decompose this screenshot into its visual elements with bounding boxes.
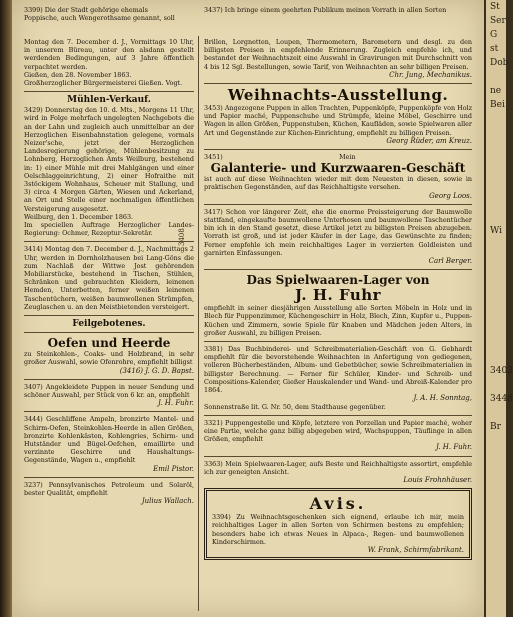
adjacent-page-fragment — [488, 350, 506, 364]
adjacent-page-fragment — [488, 112, 506, 126]
ad-optik: Brillen, Lorgnetten, Loupen, Thermometern, Barometern und desgl. zu den billigsten Preisen in empfehlende Erinnerung. Zugleich empfehle ich, und bestandet der Weihnachtszeit eine Auswahl in Gravirungen mit Durchschnitt von 4 bis 12 Sgl. Bestellungen, sowie Tarif, von Weihnachten an sehr billigen Preisen. Chr. Jung, Mechanikus. — [204, 38, 472, 79]
adjacent-page-fragment — [488, 322, 506, 336]
ad-heading: Mühlen-Verkauf. — [67, 95, 151, 106]
ad-baumwolle: 3417) Schon vor längerer Zeit, ehe die enorme Preissteigerung der Baumwolle stattfand, eingekaufte baumwollene Unterhosen und baumwollene Taschentücher bin ich in den Stand gesetzt, diese Artikel jetzt zu billigsten Preisen abzugeben. Vorrath ist groß, und ist jeder Käufer in der Lage, das Gewünschte zu finden; Ferner empfehle ich mein reichhaltiges Lager in verzierten Goldleisten und garnirten Einfassungen. Carl Berger. — [204, 207, 472, 266]
adjacent-page-fragment: Bei — [490, 100, 505, 110]
divider — [204, 269, 472, 270]
adjacent-page-fragment — [488, 336, 506, 350]
ad-pacht: Montag den 7. December d. J., Vormittags 10 Uhr, in unserem Büreau, unter den alsdann gestellt werdenden Bedingungen, auf 3 Jahre öffentlich verpachtet werden. Gießen, den 28. November 1863. Großherzoglicher Bürgermeisterei Gießen. Vogt. — [24, 38, 194, 88]
page-stamp: 3408 — [178, 228, 186, 246]
ad-galanterie-intro: 3451) Mein — [204, 153, 356, 162]
ad-petroleum: 3237) Pennsylvanisches Petroleum und Solaröl, bester Qualität, empfiehlt Julius Wallach. — [24, 480, 194, 506]
adjacent-page-fragment — [488, 252, 506, 266]
ad-buchbinderei: 3381) Das Buchbinderei- und Schreibmaterialien-Geschäft von G. Gebhardt empfiehlt für die bevorstehende Weihnachten in Anfertigung von gediegenen, volleren Bücherbeständen, Album- und Gebetbücher, sowie Schreibmaterialien in billigster Berechnung. — Ferner für Schüler, Kinder- und Schreib- und Compositions-Kalender, Gießer Hauskalender und Wand- und Abreiß-Kalender pro 1864. J. A. H. Sonntag, Sonnenstraße lit. G. Nr. 50, dem Stadthause gegenüber. — [204, 345, 472, 411]
ad-heading: Oefen und Heerde — [47, 336, 171, 351]
divider — [204, 149, 472, 150]
adjacent-page-edge — [484, 0, 513, 617]
adjacent-page-fragment: Wi — [490, 226, 502, 236]
adjacent-page-fragment: Br — [490, 422, 501, 432]
ad-avis: 3394) Zu Weihnachtsgeschenken sich eignend, erlaube ich mir, mein reichhaltiges Lager in allen Sorten von Schirmen bestens zu empfehlen; besonders habe ich etwas Neues in Alpaca-, Regen- und baumwollenen Kinderschirmen. W. Frank, Schirmfabrikant. — [212, 513, 464, 554]
adjacent-page-fragment — [488, 308, 506, 322]
adjacent-page-fragment: St — [490, 2, 500, 12]
top-left-ad — [24, 6, 194, 22]
divider — [24, 91, 194, 92]
ad-spielwaaren: empfiehlt in seiner diesjährigen Ausstellung alle Sorten Möbeln in Holz und in Blech für Puppenzimmer, Küchengeschirr in Holz, Blech, Zinn, Kupfer u., Puppen-Küchen und Zimmern, sowie Spiele für Knaben und Mädchen jeden Alters, in großer Auswahl, zu billigen Preisen. — [204, 304, 472, 337]
adjacent-page-fragment — [488, 210, 506, 224]
adjacent-page-fragment — [488, 70, 506, 84]
divider — [24, 315, 194, 316]
right-column — [204, 38, 472, 609]
adjacent-page-fragment — [488, 126, 506, 140]
divider — [204, 456, 472, 457]
adjacent-page-fragment: 3448 — [490, 394, 513, 404]
divider — [24, 477, 194, 478]
adjacent-page-fragment — [488, 448, 506, 462]
adjacent-page-fragment — [488, 462, 506, 476]
text-line: 3437) Ich bringe einem geehrten Publikum meinen Vorrath in allen Sorten — [204, 6, 447, 14]
ad-versteigerung: 3414) Montag den 7. December d. J., Nachmittags 2 Uhr, werden in Dornholzhausen bei Lang-Göns die zum Nachlaß der Wittwe Jost gehörenden Mobiliarstücke, bestehend in Tischen, Stühlen, Schränken und gebrauchten Kleidern, leinenen Hemden, Unterbetten, ferner weißen leinenen Taschentüchern, weißen baumwollenen Strümpfen, Zeuglaschen u. an den Meistbietenden versteigert. — [24, 245, 194, 311]
text-line: Poppische, auch Wengerothsame genannt, soll — [24, 14, 175, 22]
divider — [24, 241, 194, 242]
ad-heading: Galanterie- und Kurzwaaren-Geschäft — [210, 161, 466, 176]
adjacent-page-fragment: ne — [490, 86, 502, 96]
text-line: 3399) Die der Stadt gehörige ehemals — [24, 6, 148, 14]
adjacent-page-fragment: Dob — [490, 58, 509, 68]
adjacent-page-fragment: 3402 — [490, 366, 513, 376]
ad-frohnhaeuser: 3363) Mein Spielwaaren-Lager, aufs Beste und Reichhaltigste assortirt, empfehle ich zur geneigten Ansicht. Louis Frohnhäuser. — [204, 459, 472, 484]
adjacent-page-fragment — [488, 196, 506, 210]
avis-heading: Avis. — [309, 494, 367, 514]
adjacent-page-text — [486, 0, 513, 490]
adjacent-page-fragment — [488, 434, 506, 448]
column-divider — [198, 36, 199, 611]
left-column — [24, 38, 194, 609]
adjacent-page-fragment — [488, 182, 506, 196]
divider — [204, 415, 472, 416]
adjacent-page-fragment: Ser — [490, 16, 506, 26]
ad-oefen: zu Steinkohlen-, Coaks- und Holzbrand, in sehr großer Auswahl, sowie Ofenrohre, empfiehlt billigst (3416) J. G. D. Bapst. — [24, 350, 194, 375]
divider — [24, 379, 194, 380]
divider — [24, 332, 194, 333]
adjacent-page-fragment: st — [490, 44, 499, 54]
adjacent-page-fragment — [488, 378, 506, 392]
top-right-ad — [204, 6, 472, 14]
ad-ampeln: 3444) Geschliffene Ampeln, bronzirte Mantel- und Schirm-Oefen, Steinkohlen-Heerde in allen Größen, bronzirte Kohlenkästen, Kohlengries, Schirm- und Hutständer und Bügel-Oefchen, emaillirte und verzinnte Geschirre und Haushaltungs-Gegenstände, Wagen u., empfiehlt Emil Pistor. — [24, 415, 194, 473]
adjacent-page-fragment — [488, 266, 506, 280]
divider — [24, 411, 194, 412]
adjacent-page-fragment — [488, 406, 506, 420]
divider — [204, 341, 472, 342]
ad-weihnachts-ausstellung: 3453) Angezogene Puppen in allen Trachten, Puppenköpfe, Puppenköpfe von Holz und Papier maché, Puppenschuhe und Strümpfe, kleine Möbel, Geschirre und Wagen in allen Größen, Puppenstuben, Küchen, Kaufläden, sowie Spielwaren aller Art und Gegenstände zur Küchen-Einrichtung, empfiehlt zu billigen Preisen. Georg Rüder, am Kreuz. — [204, 104, 472, 145]
ad-heading-name: J. H. Fuhr — [294, 286, 382, 305]
adjacent-page-fragment — [488, 168, 506, 182]
ad-puppen: 3407) Angekleidete Puppen in neuer Sendung und schöner Auswahl, per Stück von 6 kr. an, empfiehlt J. H. Fuhr. — [24, 382, 194, 408]
adjacent-page-fragment — [488, 154, 506, 168]
adjacent-page-fragment — [488, 294, 506, 308]
ad-heading: Das Spielwaaren-Lager von — [246, 273, 430, 288]
adjacent-page-fragment — [488, 476, 506, 490]
ad-galanterie: ist auch auf diese Weihnachten wieder mit dem Neuesten in diesen, sowie in praktischen Gegenständen, auf das Reichhaltigste versehen. Georg Loos. — [204, 175, 472, 200]
ad-puppengestelle: 3321) Puppengestelle und Köpfe, letztere von Porzellan und Papier maché, woher eine Partie, welche ganz billig abgegeben wird, Wachspuppen, Täuflinge in allen Größen, empfiehlt J. H. Fuhr. — [204, 418, 472, 452]
avis-frame — [204, 488, 472, 560]
divider — [204, 83, 472, 84]
adjacent-page-fragment — [488, 238, 506, 252]
ad-heading: Weihnachts-Ausstellung. — [227, 86, 449, 105]
ad-muehle: 3429) Donnerstag den 10. d. Mts., Morgens 11 Uhr, wird in Folge mehrfach ungelegten Nachgebots die an der Lahn und zugleich auch unmittelbar an der Herzoglichen Eisenbahnstation gelegene, vormals Neizer'sche, jetzt der Herzoglichen Landesregierung gehörige, Mühlenbesitzung zu Lohnberg, Herzoglichen Amts Weilburg, bestehend in: 1) einer Mühle mit drei Mahlgängen und einer Oelschlaggeinrichtung, 2) einer Hofraithe mit 3stöckigem Wohnhaus, Scheuer mit Stallung, und 3) circa 4 Morgen Gärten, Wiesen und Ackerland, an Ort und Stelle einer nochmaligen öffentlichen Versteigerung ausgesetzt. Weilburg, den 1. December 1863. Im speciellen Auftrage Herzoglicher Landes-Regierung: Ochmer, Rezeptur-Sekretär. — [24, 106, 194, 238]
section-heading: Feilgebotenes. — [72, 319, 146, 330]
adjacent-page-fragment — [488, 280, 506, 294]
divider — [204, 204, 472, 205]
adjacent-page-fragment — [488, 140, 506, 154]
adjacent-page-fragment: G — [490, 30, 498, 40]
